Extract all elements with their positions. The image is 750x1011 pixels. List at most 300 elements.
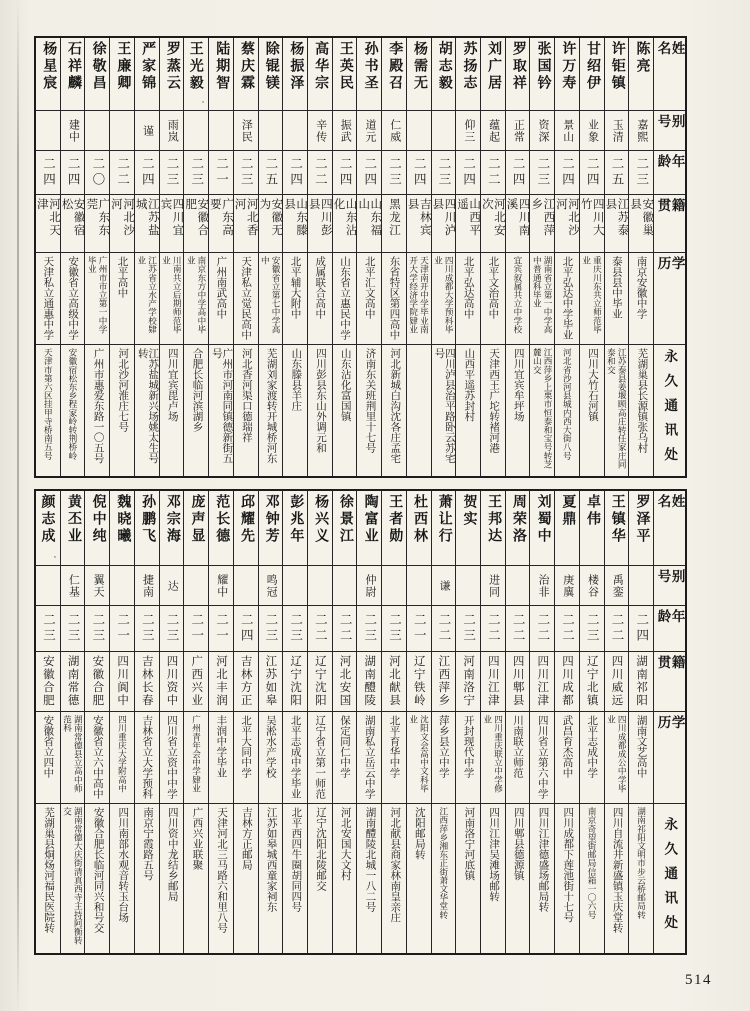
header-column <box>653 38 685 476</box>
native-place-cell: 四川南溪 <box>506 194 530 252</box>
header-alias: 别号 <box>654 565 685 605</box>
alias-cell: 仁威 <box>382 110 406 150</box>
person-column <box>134 38 159 476</box>
person-column <box>60 38 85 476</box>
person-column <box>529 491 554 953</box>
age-cell: 二一 <box>407 605 431 651</box>
header-age: 年龄 <box>654 605 685 651</box>
person-column <box>36 38 60 476</box>
name-cell: 庞声显 <box>189 494 205 545</box>
name-cell: 卓伟 <box>585 494 601 528</box>
alias-cell: 楼谷 <box>580 565 604 605</box>
education-cell: 安徽省立六中高中 <box>85 711 109 803</box>
address-cell: 湖南醴陵北城一八二号 <box>357 803 381 953</box>
native-place-cell: 湖南常德 <box>61 651 85 711</box>
person-column <box>381 491 406 953</box>
address-cell: 山东沾化富国镇 <box>333 344 357 476</box>
page-number: 514 <box>685 972 712 988</box>
name-cell: 蔡庆霖 <box>238 41 254 92</box>
address-cell: 天津河北三马路六和里八号 <box>209 803 233 953</box>
name-cell: 范长德 <box>214 494 230 545</box>
address-cell: 芜湖刘家渡转开城桥河东 <box>259 344 283 476</box>
native-place-cell: 四川资中 <box>160 651 184 711</box>
education-cell: 安徽省立第七中学高中 <box>259 252 283 344</box>
age-cell: 二三 <box>629 150 653 194</box>
person-column <box>554 38 579 476</box>
alias-cell: 谨 <box>135 110 159 150</box>
header-edu: 学历 <box>654 711 685 803</box>
age-cell: 二三 <box>432 150 456 194</box>
education-cell: 东省特区第四高中 <box>382 252 406 344</box>
header-name: 姓名 <box>655 494 685 530</box>
alias-cell <box>432 110 456 150</box>
person-column <box>480 38 505 476</box>
age-cell: 二三 <box>530 150 554 194</box>
person-column <box>529 38 554 476</box>
name-cell: 王者勋 <box>387 494 403 545</box>
address-cell: 江西萍乡上栗市恒泰和宝号转芝麓山交 <box>530 344 554 476</box>
alias-cell <box>85 110 109 150</box>
person-column <box>455 38 480 476</box>
age-cell: 二四 <box>36 150 60 194</box>
age-cell: 二三 <box>580 605 604 651</box>
native-place-cell: 辽宁沈阳 <box>308 651 332 711</box>
name-cell: 陈亮 <box>634 41 650 75</box>
native-place-cell: 安徽合肥 <box>36 651 60 711</box>
native-place-cell: 江西萍乡 <box>432 651 456 711</box>
education-cell: 开封现代中学 <box>456 711 480 803</box>
address-cell: 四川宜宾牟坪场 <box>506 344 530 476</box>
native-place-cell: 河北天津 <box>36 194 60 252</box>
address-cell: 江西萍乡湘东正街萧文华堂转 <box>432 803 456 953</box>
education-cell: 成属联合高中 <box>308 252 332 344</box>
address-cell: 河北新城白沟沈各庄孟宅 <box>382 344 406 476</box>
name-cell: 罗泽平 <box>634 494 650 545</box>
name-cell: 颜志成 ◦ <box>39 494 56 561</box>
header-age: 年龄 <box>654 150 685 194</box>
alias-cell: 达 <box>160 565 184 605</box>
education-cell: 南京安徽中学 <box>629 252 653 344</box>
age-cell: 二四 <box>629 605 653 651</box>
address-cell: 湖南常德大庆街清真西寺主持阿衡转交 <box>61 803 85 953</box>
native-place-cell: 广东东莞 <box>85 194 109 252</box>
education-cell: 四川省立资中中学 <box>160 711 184 803</box>
address-cell: 四川泸县治平路卧云苏宅号 <box>432 344 456 476</box>
education-cell: 四川省立第六中学 <box>530 711 554 803</box>
person-column <box>84 38 109 476</box>
education-cell: 湖南省立第一中学高中普通科毕业 <box>530 252 554 344</box>
person-column <box>356 38 381 476</box>
name-cell: 彭兆年 <box>288 494 304 545</box>
name-cell: 陶富业 <box>362 494 378 545</box>
alias-cell: 谦 <box>432 565 456 605</box>
age-cell: 二五 <box>259 150 283 194</box>
person-column <box>604 491 629 953</box>
header-name: 姓名 <box>655 41 685 77</box>
alias-cell: 嘉熙 <box>629 110 653 150</box>
person-column <box>505 38 530 476</box>
age-cell: 二三 <box>456 605 480 651</box>
age-cell: 二三 <box>234 150 258 194</box>
address-cell: 四川成都下莲池街十七号 <box>555 803 579 953</box>
name-cell: 杨需无 <box>412 41 428 92</box>
address-cell: 四川自流井新盛镇玉庆堂转 <box>605 803 629 953</box>
native-place-cell: 四川泸县 <box>432 194 456 252</box>
address-cell: 河北沙河淮庄七号 <box>110 344 134 476</box>
name-cell: 刘广居 <box>486 41 502 92</box>
alias-cell <box>184 565 208 605</box>
native-place-cell: 河北安次 <box>481 194 505 252</box>
alias-cell <box>283 565 307 605</box>
age-cell: 二三 <box>36 605 60 651</box>
native-place-cell: 吉林宾县 <box>407 194 431 252</box>
address-cell: 四川宜宾毘卢场 <box>160 344 184 476</box>
native-place-cell: 四川威远 <box>605 651 629 711</box>
native-place-cell: 广西兴业 <box>184 651 208 711</box>
name-cell: 严家锦 <box>140 41 156 92</box>
address-cell: 天津西王广坨转褚河港 <box>481 344 505 476</box>
age-cell: 二二 <box>605 605 629 651</box>
education-cell: 广州市市立第一中学毕业 <box>85 252 109 344</box>
age-cell: 二一 <box>209 605 233 651</box>
native-place-cell: 四川大竹 <box>580 194 604 252</box>
address-cell: 河北香河渠口德瑞祥 <box>234 344 258 476</box>
person-column <box>406 491 431 953</box>
native-place-cell: 湖南祁阳 <box>629 651 653 711</box>
person-column <box>431 491 456 953</box>
age-cell: 二三 <box>160 150 184 194</box>
name-cell: 邓宗海 <box>164 494 180 545</box>
age-cell: 二二 <box>530 605 554 651</box>
address-cell: 吉林方正邮局 <box>234 803 258 953</box>
name-cell: 刘蜀中 <box>535 494 551 545</box>
person-column <box>381 38 406 476</box>
name-cell: 王邦达 <box>486 494 502 545</box>
alias-cell <box>629 565 653 605</box>
address-cell: 四川江津吴滩场邮转 <box>481 803 505 953</box>
alias-cell <box>333 565 357 605</box>
address-cell: 山东滕县羊庄 <box>283 344 307 476</box>
name-cell: 倪中纯 <box>90 494 106 545</box>
name-footnote-mark: ◦ <box>53 553 56 561</box>
person-column <box>628 491 653 953</box>
address-cell: 江苏泰县姜堰顾高庄转任家庄同泰和交 <box>605 344 629 476</box>
address-cell: 芜湖巢县长源镇张乌村 <box>629 344 653 476</box>
age-cell: 二三 <box>61 605 85 651</box>
age-cell: 二五 <box>605 150 629 194</box>
alias-cell: 禹銮 <box>605 565 629 605</box>
name-cell: 邱耀先 <box>238 494 254 545</box>
header-native: 籍贯 <box>654 651 685 711</box>
age-cell: 二三 <box>283 605 307 651</box>
native-place-cell: 吉林方正 <box>234 651 258 711</box>
alias-cell: 捷南 <box>135 565 159 605</box>
person-column <box>579 38 604 476</box>
person-column <box>84 491 109 953</box>
education-cell: 北平汇文高中 <box>357 252 381 344</box>
native-place-cell: 安徽巢县 <box>629 194 653 252</box>
age-cell: 二二 <box>555 605 579 651</box>
education-cell: 湖南私立岳云中学 <box>357 711 381 803</box>
name-cell: 王廉卿 <box>115 41 131 92</box>
address-cell: 四川江津德盛场邮局转 <box>530 803 554 953</box>
alias-cell: 道元 <box>357 110 381 150</box>
age-cell: 二三 <box>259 605 283 651</box>
education-cell: 山东省立惠民中学 <box>333 252 357 344</box>
age-cell: 二二 <box>481 150 505 194</box>
person-column <box>282 491 307 953</box>
age-cell: 二四 <box>135 150 159 194</box>
native-place-cell: 四川成都 <box>555 651 579 711</box>
age-cell: 二三 <box>85 605 109 651</box>
education-cell: 安徽省立高级中学 <box>61 252 85 344</box>
name-cell: 杜西林 <box>412 494 428 545</box>
native-place-cell: 江苏盐城 <box>135 194 159 252</box>
education-cell: 湖南文艺高中 <box>629 711 653 803</box>
header-alias: 别号 <box>654 110 685 150</box>
address-cell <box>407 344 431 476</box>
header-edu: 学历 <box>654 252 685 344</box>
alias-cell <box>308 565 332 605</box>
education-cell: 天津私立通惠中学 <box>36 252 60 344</box>
age-cell: 二三 <box>160 605 184 651</box>
alias-cell <box>407 565 431 605</box>
education-cell: 北平志成中学毕业 <box>283 711 307 803</box>
age-cell: 二〇 <box>85 150 109 194</box>
person-column <box>134 491 159 953</box>
alias-cell <box>110 110 134 150</box>
education-cell: 江苏省立水产学校肄业 <box>135 252 159 344</box>
education-cell: 宜宾叙属共立中学校 <box>506 252 530 344</box>
alias-cell <box>283 110 307 150</box>
person-column <box>282 38 307 476</box>
address-cell: 芜湖巢县烔炀河福民医院转 <box>36 803 60 953</box>
person-column <box>208 38 233 476</box>
person-column <box>628 38 653 476</box>
native-place-cell: 四川彭县 <box>308 194 332 252</box>
name-cell: 李殿召 <box>387 41 403 92</box>
education-cell: 天津私立觉民高中 <box>234 252 258 344</box>
native-place-cell: 四川郫县 <box>506 651 530 711</box>
native-place-cell: 山西平遥 <box>456 194 480 252</box>
address-cell: 安徽宿松东乡程家岭转荆桥岭 <box>61 344 85 476</box>
person-column <box>109 491 134 953</box>
education-cell: 四川重庆联立中学修业 <box>481 711 505 803</box>
person-column <box>332 491 357 953</box>
native-place-cell: 河南洛宁 <box>456 651 480 711</box>
name-cell: 徐景江 <box>337 494 353 545</box>
education-cell: 广州青年会中学肄业 <box>184 711 208 803</box>
age-cell: 二三 <box>184 150 208 194</box>
alias-cell <box>407 110 431 150</box>
age-cell: 二二 <box>432 605 456 651</box>
address-cell: 四川大竹石河镇 <box>580 344 604 476</box>
person-column <box>183 491 208 953</box>
header-addr: 永久通讯处 <box>654 344 685 476</box>
alias-cell: 治非 <box>530 565 554 605</box>
education-cell: 丰润中学毕业 <box>209 711 233 803</box>
name-cell: 石祥麟 <box>65 41 81 92</box>
address-cell: 天津市第六区挂甲寺桥南五号 <box>36 344 60 476</box>
name-cell: 邓钟芳 <box>263 494 279 545</box>
address-cell: 四川南部水观音转玉台场 <box>110 803 134 953</box>
native-place-cell: 山东福山 <box>357 194 381 252</box>
address-cell: 江苏盐城新兴场姚太生号转 <box>135 344 159 476</box>
native-place-cell: 安徽无为 <box>259 194 283 252</box>
education-cell: 北平育华中学 <box>382 711 406 803</box>
age-cell: 二四 <box>283 150 307 194</box>
person-column <box>554 491 579 953</box>
alias-cell: 振武 <box>333 110 357 150</box>
person-column <box>604 38 629 476</box>
person-column <box>356 491 381 953</box>
education-cell: 湖南常德县立高中师范科 <box>61 711 85 803</box>
person-column <box>233 38 258 476</box>
address-cell: 北平西四牛圈胡同四号 <box>283 803 307 953</box>
person-column <box>183 38 208 476</box>
age-cell: 二四 <box>333 150 357 194</box>
alias-cell: 玉清 <box>605 110 629 150</box>
name-cell: 胡志毅 <box>436 41 452 92</box>
native-place-cell: 河北沙河 <box>110 194 134 252</box>
name-cell: 杨兴义 <box>313 494 329 545</box>
native-place-cell: 辽宁沈阳 <box>283 651 307 711</box>
alias-cell: 泽民 <box>234 110 258 150</box>
name-cell: 孙鹏飞 <box>140 494 156 545</box>
alias-cell <box>110 565 134 605</box>
address-cell: 合肥长临河滨湖乡 <box>184 344 208 476</box>
alias-cell <box>209 110 233 150</box>
alias-cell: 耀中 <box>209 565 233 605</box>
alias-cell: 资深 <box>530 110 554 150</box>
native-place-cell: 江西萍乡 <box>530 194 554 252</box>
name-cell: 罗蒸云 <box>164 41 180 92</box>
name-cell: 黄丕业 <box>65 494 81 545</box>
name-cell: 除锟镁 <box>263 41 279 92</box>
address-cell: 江苏如皋城西童家祠东 <box>259 803 283 953</box>
native-place-cell: 安徽合肥 <box>85 651 109 711</box>
name-cell: 夏鼎 <box>560 494 576 528</box>
native-place-cell: 河北香河 <box>234 194 258 252</box>
native-place-cell: 安徽合肥 <box>184 194 208 252</box>
name-cell: 罗取祥 <box>510 41 526 92</box>
name-cell: 王英民 <box>337 41 353 92</box>
person-column <box>455 491 480 953</box>
address-cell: 河北安国大文村 <box>333 803 357 953</box>
education-cell: 萍乡县立中学 <box>432 711 456 803</box>
name-footnote-mark: ◦ <box>201 98 205 106</box>
native-place-cell: 广东高要 <box>209 194 233 252</box>
address-cell: 广州市河南同镇德新街五号 <box>209 344 233 476</box>
person-column <box>307 38 332 476</box>
alias-cell: 正常 <box>506 110 530 150</box>
native-place-cell: 河北献县 <box>382 651 406 711</box>
name-cell: 许万寿 <box>560 41 576 92</box>
person-column <box>159 38 184 476</box>
alias-cell: 仲尉 <box>357 565 381 605</box>
native-place-cell: 山东滕县 <box>283 194 307 252</box>
age-cell: 二四 <box>61 150 85 194</box>
name-cell: 张国钤 <box>535 41 551 92</box>
education-cell: 四川重庆大学附高中 <box>110 711 134 803</box>
education-cell: 南京东方中学高中毕业 <box>184 252 208 344</box>
education-cell: 北平弘达中学毕业 <box>555 252 579 344</box>
roster-table-top <box>34 36 687 478</box>
education-cell: 沈阳文会高中文科毕业 <box>407 711 431 803</box>
person-column <box>109 38 134 476</box>
native-place-cell: 黑龙江 <box>382 194 406 252</box>
education-cell: 北平文治高中 <box>481 252 505 344</box>
native-place-cell: 辽宁北镇 <box>580 651 604 711</box>
header-addr: 永久通讯处 <box>654 803 685 953</box>
person-column <box>579 491 604 953</box>
address-cell: 湖南祁阳文明市步云桥邮局转 <box>629 803 653 953</box>
age-cell: 二二 <box>506 605 530 651</box>
education-cell: 北平弘达高中 <box>456 252 480 344</box>
education-cell: 保定同仁中学 <box>333 711 357 803</box>
age-cell: 二四 <box>580 150 604 194</box>
education-cell: 广州南武高中 <box>209 252 233 344</box>
person-column <box>332 38 357 476</box>
age-cell: 二二 <box>308 150 332 194</box>
age-cell: 二四 <box>357 150 381 194</box>
header-native: 籍贯 <box>654 194 685 252</box>
native-place-cell: 河北沙河 <box>555 194 579 252</box>
age-cell: 二四 <box>407 150 431 194</box>
alias-cell <box>234 565 258 605</box>
address-cell: 山西平遥苏封村 <box>456 344 480 476</box>
name-cell: 许钜镇 <box>609 41 625 92</box>
person-column <box>36 491 60 953</box>
education-cell: 川南联立师范 <box>506 711 530 803</box>
alias-cell <box>184 110 208 150</box>
person-column <box>258 38 283 476</box>
address-cell: 河南洛宁河底镇 <box>456 803 480 953</box>
address-cell: 河北省沙河县城内西大街八号 <box>555 344 579 476</box>
native-place-cell: 四川江津 <box>530 651 554 711</box>
address-cell: 河北献县商家林南皇亲庄 <box>382 803 406 953</box>
address-cell: 辽宁沈阳北陵邮交 <box>308 803 332 953</box>
address-cell: 广西兴业联聚 <box>184 803 208 953</box>
name-cell: 贺实 <box>461 494 477 528</box>
address-cell: 济南东关班荆里十七号 <box>357 344 381 476</box>
age-cell: 二四 <box>456 150 480 194</box>
age-cell: 二三 <box>382 150 406 194</box>
native-place-cell: 四川阆中 <box>110 651 134 711</box>
name-cell: 孙书圣 <box>362 41 378 92</box>
native-place-cell: 四川宜宾 <box>160 194 184 252</box>
person-column <box>258 491 283 953</box>
alias-cell: 雨岚 <box>160 110 184 150</box>
header-column <box>653 491 685 953</box>
alias-cell <box>36 110 60 150</box>
education-cell: 吉林省立大学预科 <box>135 711 159 803</box>
education-cell: 吴淞水产学校 <box>259 711 283 803</box>
person-column <box>480 491 505 953</box>
alias-cell <box>259 110 283 150</box>
education-cell: 四川成都大学预科毕业 <box>432 252 456 344</box>
alias-cell: 进同 <box>481 565 505 605</box>
alias-cell <box>36 565 60 605</box>
age-cell: 二二 <box>481 605 505 651</box>
name-cell: 苏扬志 <box>461 41 477 92</box>
address-cell: 广州市惠爱东路一〇五号 <box>85 344 109 476</box>
alias-cell: 蕴起 <box>481 110 505 150</box>
native-place-cell: 江苏如皋 <box>259 651 283 711</box>
alias-cell <box>382 565 406 605</box>
native-place-cell: 吉林长春 <box>135 651 159 711</box>
person-column <box>406 38 431 476</box>
